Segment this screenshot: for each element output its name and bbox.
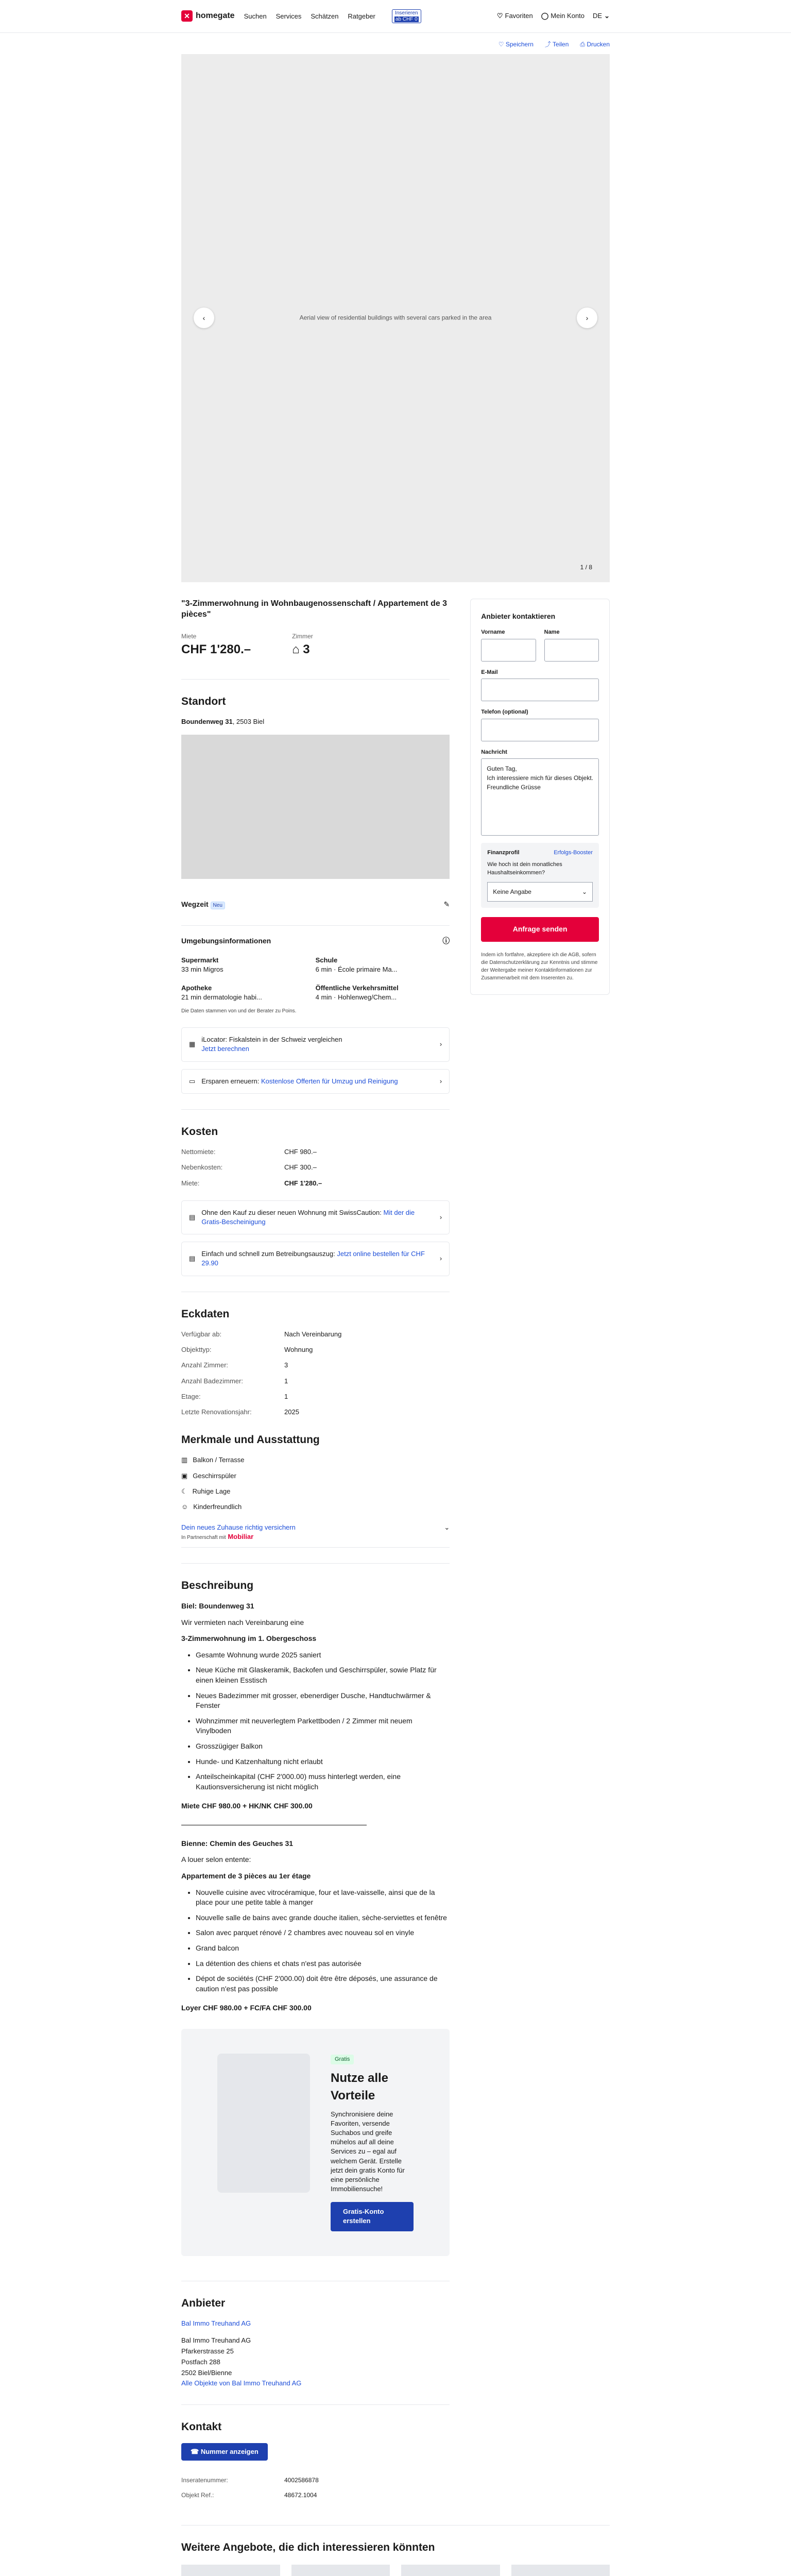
gallery-counter: 1 / 8 xyxy=(580,564,592,571)
logo[interactable]: ✕ homegate xyxy=(181,10,235,22)
edit-icon[interactable]: ✎ xyxy=(443,900,450,909)
provider-heading: Anbieter xyxy=(181,2297,226,2309)
debt-record-box[interactable]: ▤ Einfach und schnell zum Betreibungsauszug: Jetzt online bestellen für CHF 29.90 › xyxy=(181,1242,450,1276)
nav-services[interactable]: Services xyxy=(276,12,302,20)
costs-heading: Kosten xyxy=(181,1125,218,1138)
promo-text: Synchronisiere deine Favoriten, versende Suchabos und greife mühelos auf all deine Services zu – egal auf welchem Gerät. Erstelle jetzt dein gratis Konto für eine persönliche Immobiliensuche! xyxy=(331,2110,405,2193)
surroundings-note: Die Daten stammen von und der Berater zu Poins. xyxy=(181,1008,297,1014)
swisscaution-box[interactable]: ▤ Ohne den Kauf zu dieser neuen Wohnung mit SwissCaution: Mit der die Gratis-Bescheinigung › xyxy=(181,1200,450,1234)
image-gallery[interactable] xyxy=(181,54,610,582)
show-number-button[interactable]: ☎ Nummer anzeigen xyxy=(181,2443,268,2461)
map[interactable] xyxy=(181,735,450,879)
document-icon: ▤ xyxy=(189,1213,196,1221)
chevron-right-icon: › xyxy=(586,313,589,322)
feature-item: ☺ Kinderfreundlich xyxy=(181,1502,450,1512)
poi-supermarket: Supermarkt 33 min Migros xyxy=(181,956,223,973)
info-icon[interactable]: ⓘ xyxy=(442,936,450,945)
heart-icon: ♡ xyxy=(496,12,503,20)
finance-profile: Finanzprofil Erfolgs-Booster Wie hoch ist dein monatliches Haushaltseinkommen? Keine Angabe ⌄ xyxy=(481,843,599,908)
address-street: Boundenweg 31 xyxy=(181,718,233,726)
poi-pharmacy: Apotheke 21 min dermatologie habi... xyxy=(181,984,262,1002)
promo-title: Nutze alle Vorteile xyxy=(331,2071,389,2103)
gallery-image: Aerial view of residential buildings with several cars parked in the area xyxy=(299,314,492,321)
contact-form: Anbieter kontaktieren Vorname Name E-Mail Telefon (optional) Nachricht Guten Tag, Ich interessiere mich für dieses Objekt. Freundliche Grüsse Finanzprofil Erfolgs-Booster Wie hoch ist dein monatliches Haushaltseinkommen? Keine Angabe ⌄ Anfrage senden Indem ich fortfahre, akzeptiere ich die AGB, sofern die Datenschutzerklärung zur Kenntnis und stimme der Weitergabe meiner Kontaktinformationen zur Zusammenarbeit mit dem Inserenten zu. xyxy=(470,599,610,995)
truck-icon: ▭ xyxy=(189,1077,196,1085)
insert-ad-button[interactable]: Inserieren ab CHF 0 xyxy=(392,9,421,23)
features-section xyxy=(181,1432,450,1548)
site-header xyxy=(0,0,791,33)
ilocator-link[interactable]: Jetzt berechnen xyxy=(201,1045,249,1053)
chevron-right-icon: › xyxy=(439,1255,442,1263)
save-button[interactable]: ♡ Speichern xyxy=(498,41,534,48)
listing-actions xyxy=(0,33,791,54)
related-card[interactable] xyxy=(291,2565,390,2576)
contact-heading: Kontakt xyxy=(181,2421,222,2433)
rooms-value: ⌂ 3 xyxy=(292,642,310,657)
home-icon: ⌂ xyxy=(292,642,303,657)
net-rent: CHF 980.– xyxy=(284,1148,317,1156)
message-textarea[interactable]: Guten Tag, Ich interessiere mich für dieses Objekt. Freundliche Grüsse xyxy=(481,758,599,836)
email-field[interactable] xyxy=(481,679,599,701)
address-city: , 2503 Biel xyxy=(232,718,265,726)
share-button[interactable]: ⤴ Teilen xyxy=(544,41,569,48)
gallery-next-button[interactable] xyxy=(577,308,597,328)
language-switch[interactable]: DE ⌄ xyxy=(593,11,610,21)
poi-school: Schule 6 min · École primaire Ma... xyxy=(315,956,398,973)
rent-label: Miete xyxy=(181,633,197,640)
promo-illustration xyxy=(217,2054,310,2193)
mobiliar-logo: Mobiliar xyxy=(228,1533,254,1541)
account-link[interactable]: ◯ Mein Konto xyxy=(541,11,584,21)
account-promo xyxy=(181,2029,450,2256)
location-heading: Standort xyxy=(181,695,226,707)
new-badge: Neu xyxy=(211,902,225,909)
first-name-input[interactable] xyxy=(481,639,536,662)
description-section: Beschreibung Biel: Boundenweg 31 Wir vermieten nach Vereinbarung eine 3-Zimmerwohnung im 1. Obergeschoss • Gesamte Wohnung wurde 2025 saniert • Neue Küche mit Glaskeramik, Backofen und Geschirrspüler, sowie Platz für einen kleinen Esstisch • Neues Badezimmer mit grosser, ebenerdiger Dusche, Handtuchwärmer & Fenster • Wohnzimmer mit neuverlegtem Parkettboden / 2 Zimmer mit neuem Vinylboden • Grosszügiger Balkon • Hunde- und Katzenhaltung nicht erlaubt • Anteilscheinkapital (CHF 2'000.00) muss hinterlegt werden, eine Kautionsversicherung ist nicht möglich Miete CHF 980.00 + HK/NK CHF 300.00 Bienne: Chemin des Geuches 31 A louer selon entente: Appartement de 3 pièces au 1er étage • Nouvelle cuisine avec vitrocéramique, four et lave-vaisselle, ainsi que de la place pour une petite table à manger • Nouvelle salle de bains avec grande douche italien, sèche-serviettes et fenêtre • Salon avec parquet rénové / 2 chambres avec nouveau sol en vinyle • Grand balcon • La détention des chiens et chats n'est pas autorisée • Dépot de sociétés (CHF 2'000.00) doit être être déposés, une assurance de caution n'est pas possible Loyer CHF 980.00 + FC/FA CHF 300.00 xyxy=(181,1563,450,2013)
chevron-right-icon: › xyxy=(439,1213,442,1221)
last-name-input[interactable] xyxy=(544,639,599,662)
logo-mark-icon: ✕ xyxy=(181,10,193,22)
chevron-down-icon: ⌄ xyxy=(444,1523,450,1532)
quiet-icon: ☾ xyxy=(181,1487,187,1495)
description-heading: Beschreibung xyxy=(181,1579,254,1591)
feature-item: ▣ Geschirrspüler xyxy=(181,1471,450,1481)
phone-icon: ☎ xyxy=(191,2447,201,2455)
surroundings-heading: Umgebungsinformationen xyxy=(181,936,271,945)
chevron-left-icon: ‹ xyxy=(202,313,205,322)
nav-estimate[interactable]: Schätzen xyxy=(311,12,339,20)
chart-icon: ▦ xyxy=(189,1040,196,1048)
child-icon: ☺ xyxy=(181,1503,188,1511)
related-section xyxy=(0,2525,791,2576)
legal-text: Indem ich fortfahre, akzeptiere ich die AGB, sofern die Datenschutzerklärung zur Kenntnis und stimme der Weitergabe meiner Kontaktinformationen zur Zusammenarbeit mit dem Inserenten zu. xyxy=(481,952,598,981)
chevron-right-icon: › xyxy=(439,1040,442,1048)
balcony-icon: ▥ xyxy=(181,1456,188,1464)
nav-guide[interactable]: Ratgeber xyxy=(348,12,375,20)
user-icon: ◯ xyxy=(541,12,549,20)
income-select[interactable]: Keine Angabe ⌄ xyxy=(487,882,593,902)
costs-section: Kosten Nettomiete: CHF 980.– Nebenkosten: CHF 300.– Miete: CHF 1'280.– ▤ Ohne den Kauf zu dieser neuen Wohnung mit SwissCaution: Mit der die Gratis-Bescheinigung › ▤ Einfach und schnell zum Betreibungsauszug: Jetzt online bestellen für CHF 29.90 › xyxy=(181,1109,450,1276)
chevron-down-icon: ⌄ xyxy=(581,888,587,895)
chevron-right-icon: › xyxy=(439,1077,442,1085)
provider-section: Anbieter Bal Immo Treuhand AG Bal Immo Treuhand AG Pfarkerstrasse 25 Postfach 288 2502 Biel/Bienne Alle Objekte von Bal Immo Treuhand AG xyxy=(181,2281,450,2389)
feature-item: ☾ Ruhige Lage xyxy=(181,1487,450,1496)
form-heading: Anbieter kontaktieren xyxy=(481,612,556,620)
send-request-button[interactable]: Anfrage senden xyxy=(481,917,599,942)
rooms-label: Zimmer xyxy=(292,633,313,640)
total-rent: CHF 1'280.– xyxy=(284,1179,322,1187)
free-tag: Gratis xyxy=(331,2055,354,2064)
phone-field[interactable] xyxy=(481,719,599,741)
provider-logo: Bal Immo Treuhand AG xyxy=(181,2319,251,2328)
chevron-down-icon: ⌄ xyxy=(604,12,610,20)
rent-value: CHF 1'280.– xyxy=(181,642,251,657)
moving-link[interactable]: Kostenlose Offerten für Umzug und Reinigung xyxy=(261,1077,398,1085)
gallery-prev-button[interactable] xyxy=(194,308,214,328)
create-account-button[interactable]: Gratis-Konto erstellen xyxy=(331,2202,414,2231)
listing-title: "3-Zimmerwohnung in Wohnbaugenossenschaft / Appartement de 3 pièces" xyxy=(181,599,448,619)
dishwasher-icon: ▣ xyxy=(181,1471,188,1480)
location-section xyxy=(181,679,450,1094)
contact-section: Kontakt ☎ Nummer anzeigen Inseratenummer: 4002586878 Objekt Ref.: 48672.1004 xyxy=(181,2404,450,2499)
related-card[interactable] xyxy=(181,2565,280,2576)
print-button[interactable]: ⎙ Drucken xyxy=(580,41,610,48)
insurance-accordion[interactable]: Dein neues Zuhause richtig versichern In Partnerschaft mit Mobiliar ⌄ xyxy=(181,1518,450,1547)
facts-heading: Eckdaten xyxy=(181,1308,230,1320)
facts-section: Eckdaten Verfügbar ab: Nach Vereinbarung Objekttyp: Wohnung Anzahl Zimmer: 3 Anzahl Badezimmer: 1 Etage: 1 Letzte Renovationsjahr: 2025 xyxy=(181,1292,450,1417)
favorites-link[interactable]: ♡ Favoriten xyxy=(497,11,533,21)
related-card[interactable] xyxy=(511,2565,610,2576)
feature-item: ▥ Balkon / Terrasse xyxy=(181,1455,450,1465)
poi-transport: Öffentliche Verkehrsmittel 4 min · Hohlenweg/Chem... xyxy=(315,984,399,1002)
promo-ilocator[interactable]: ▦ iLocator: Fiskalstein in der Schweiz vergleichen Jetzt berechnen › xyxy=(181,1027,450,1061)
related-heading: Weitere Angebote, die dich interessieren könnten xyxy=(181,2541,435,2554)
related-card[interactable] xyxy=(401,2565,500,2576)
booster-link[interactable]: Erfolgs-Booster xyxy=(554,849,593,856)
features-heading: Merkmale und Ausstattung xyxy=(181,1434,320,1446)
extra-costs: CHF 300.– xyxy=(284,1163,317,1172)
main-nav xyxy=(244,11,383,22)
nav-search[interactable]: Suchen xyxy=(244,12,267,20)
all-listings-link[interactable]: Alle Objekte von Bal Immo Treuhand AG xyxy=(181,2379,302,2387)
travel-time-label: Wegzeit xyxy=(181,900,209,909)
document-icon: ▤ xyxy=(189,1255,196,1263)
promo-moving[interactable]: ▭ Ersparen erneuern: Kostenlose Offerten für Umzug und Reinigung › xyxy=(181,1069,450,1094)
